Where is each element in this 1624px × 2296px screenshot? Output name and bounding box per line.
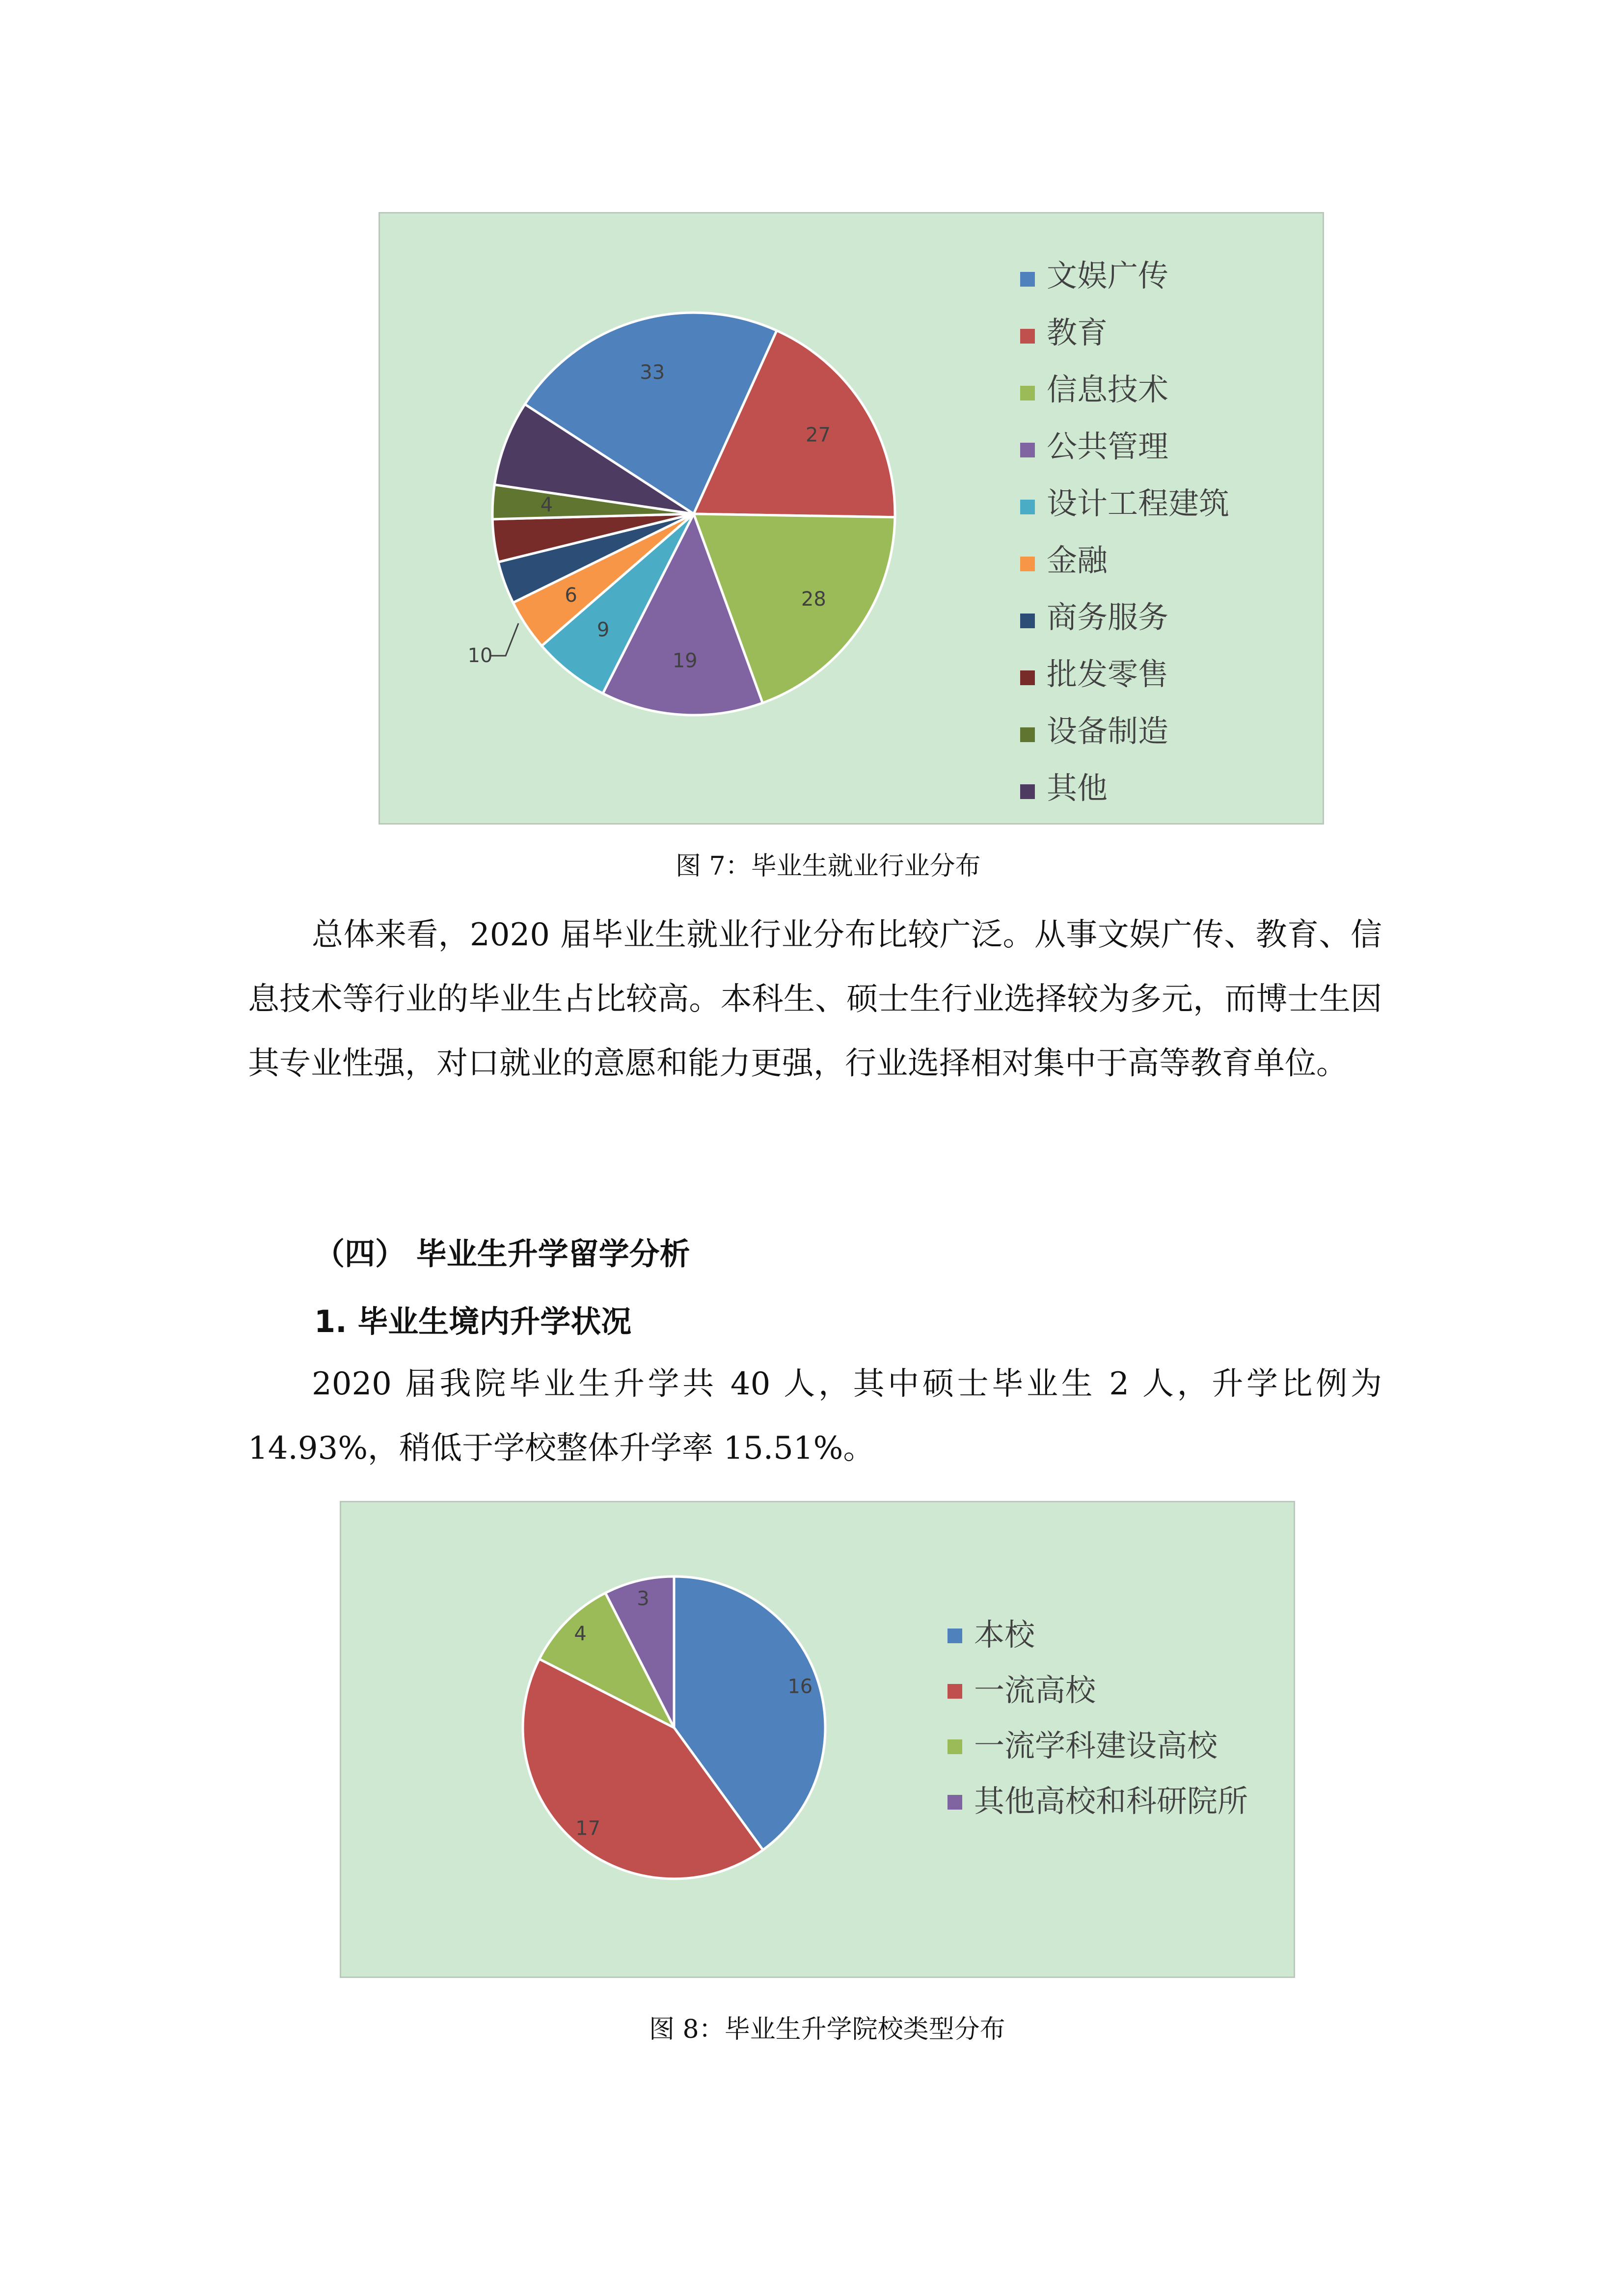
industry-legend-label-7: 商务服务 bbox=[1047, 599, 1169, 635]
industry-legend-label-1: 文娱广传 bbox=[1047, 258, 1169, 294]
school-type-legend-label-3: 一流学科建设高校 bbox=[974, 1728, 1218, 1763]
figure-7-caption: 图 7：毕业生就业行业分布 bbox=[676, 852, 981, 881]
school-type-legend-item-3 bbox=[947, 1725, 1249, 1767]
school-type-legend-swatch-1 bbox=[947, 1629, 962, 1643]
industry-data-label-9: 4 bbox=[540, 494, 553, 517]
school-type-data-label-2: 17 bbox=[575, 1817, 601, 1840]
subheading: 1. 毕业生境内升学状况 bbox=[314, 1304, 632, 1339]
industry-data-label-3: 28 bbox=[801, 588, 826, 611]
school-type-data-label-4: 3 bbox=[637, 1587, 650, 1610]
industry-data-label-10: 10 bbox=[467, 644, 493, 667]
section-heading: （四） 毕业生升学留学分析 bbox=[314, 1236, 690, 1272]
industry-legend-label-9: 设备制造 bbox=[1047, 713, 1169, 749]
further-study-text: 2020 届我院毕业生升学共 40 人，其中硕士毕业生 2 人，升学比例为 14.93%，稍低于学校整体升学率 15.51%。 bbox=[248, 1366, 1382, 1467]
school-type-legend-label-4: 其他高校和科研院所 bbox=[974, 1783, 1248, 1819]
industry-legend-label-2: 教育 bbox=[1047, 315, 1108, 350]
industry-legend-label-4: 公共管理 bbox=[1047, 428, 1169, 464]
figure-8-caption: 图 8：毕业生升学院校类型分布 bbox=[649, 2015, 1005, 2044]
school-type-data-label-3: 4 bbox=[574, 1623, 587, 1646]
industry-legend-label-5: 设计工程建筑 bbox=[1047, 485, 1230, 521]
school-type-data-label-1: 16 bbox=[787, 1675, 813, 1698]
school-type-legend-swatch-3 bbox=[947, 1739, 962, 1754]
summary-text: 总体来看，2020 届毕业生就业行业分布比较广泛。从事文娱广传、教育、信息技术等行业的毕业生占比较高。本科生、硕士生行业选择较为多元，而博士生因其专业性强，对口就业的意愿和能力更强，行业选择相对集中于高等教育单位。 bbox=[248, 917, 1382, 1082]
industry-legend-label-3: 信息技术 bbox=[1047, 372, 1169, 407]
school-type-legend-swatch-4 bbox=[947, 1795, 962, 1810]
industry-legend-label-6: 金融 bbox=[1047, 542, 1108, 578]
industry-legend-label-10: 其他 bbox=[1047, 770, 1108, 806]
school-type-legend-swatch-2 bbox=[947, 1684, 962, 1699]
school-type-legend-label-2: 一流高校 bbox=[974, 1672, 1096, 1708]
industry-legend-label-8: 批发零售 bbox=[1047, 656, 1169, 692]
school-type-legend-label-1: 本校 bbox=[974, 1617, 1035, 1653]
industry-data-label-4: 19 bbox=[672, 649, 698, 672]
industry-data-label-6: 6 bbox=[565, 584, 577, 607]
school-type-legend-item-4 bbox=[947, 1780, 1249, 1822]
industry-data-label-2: 27 bbox=[806, 424, 831, 447]
industry-data-label-5: 9 bbox=[596, 618, 610, 641]
industry-data-label-1: 33 bbox=[640, 361, 665, 384]
school-type-legend-item-2 bbox=[947, 1669, 1249, 1711]
school-type-legend-item-1 bbox=[947, 1614, 1249, 1656]
